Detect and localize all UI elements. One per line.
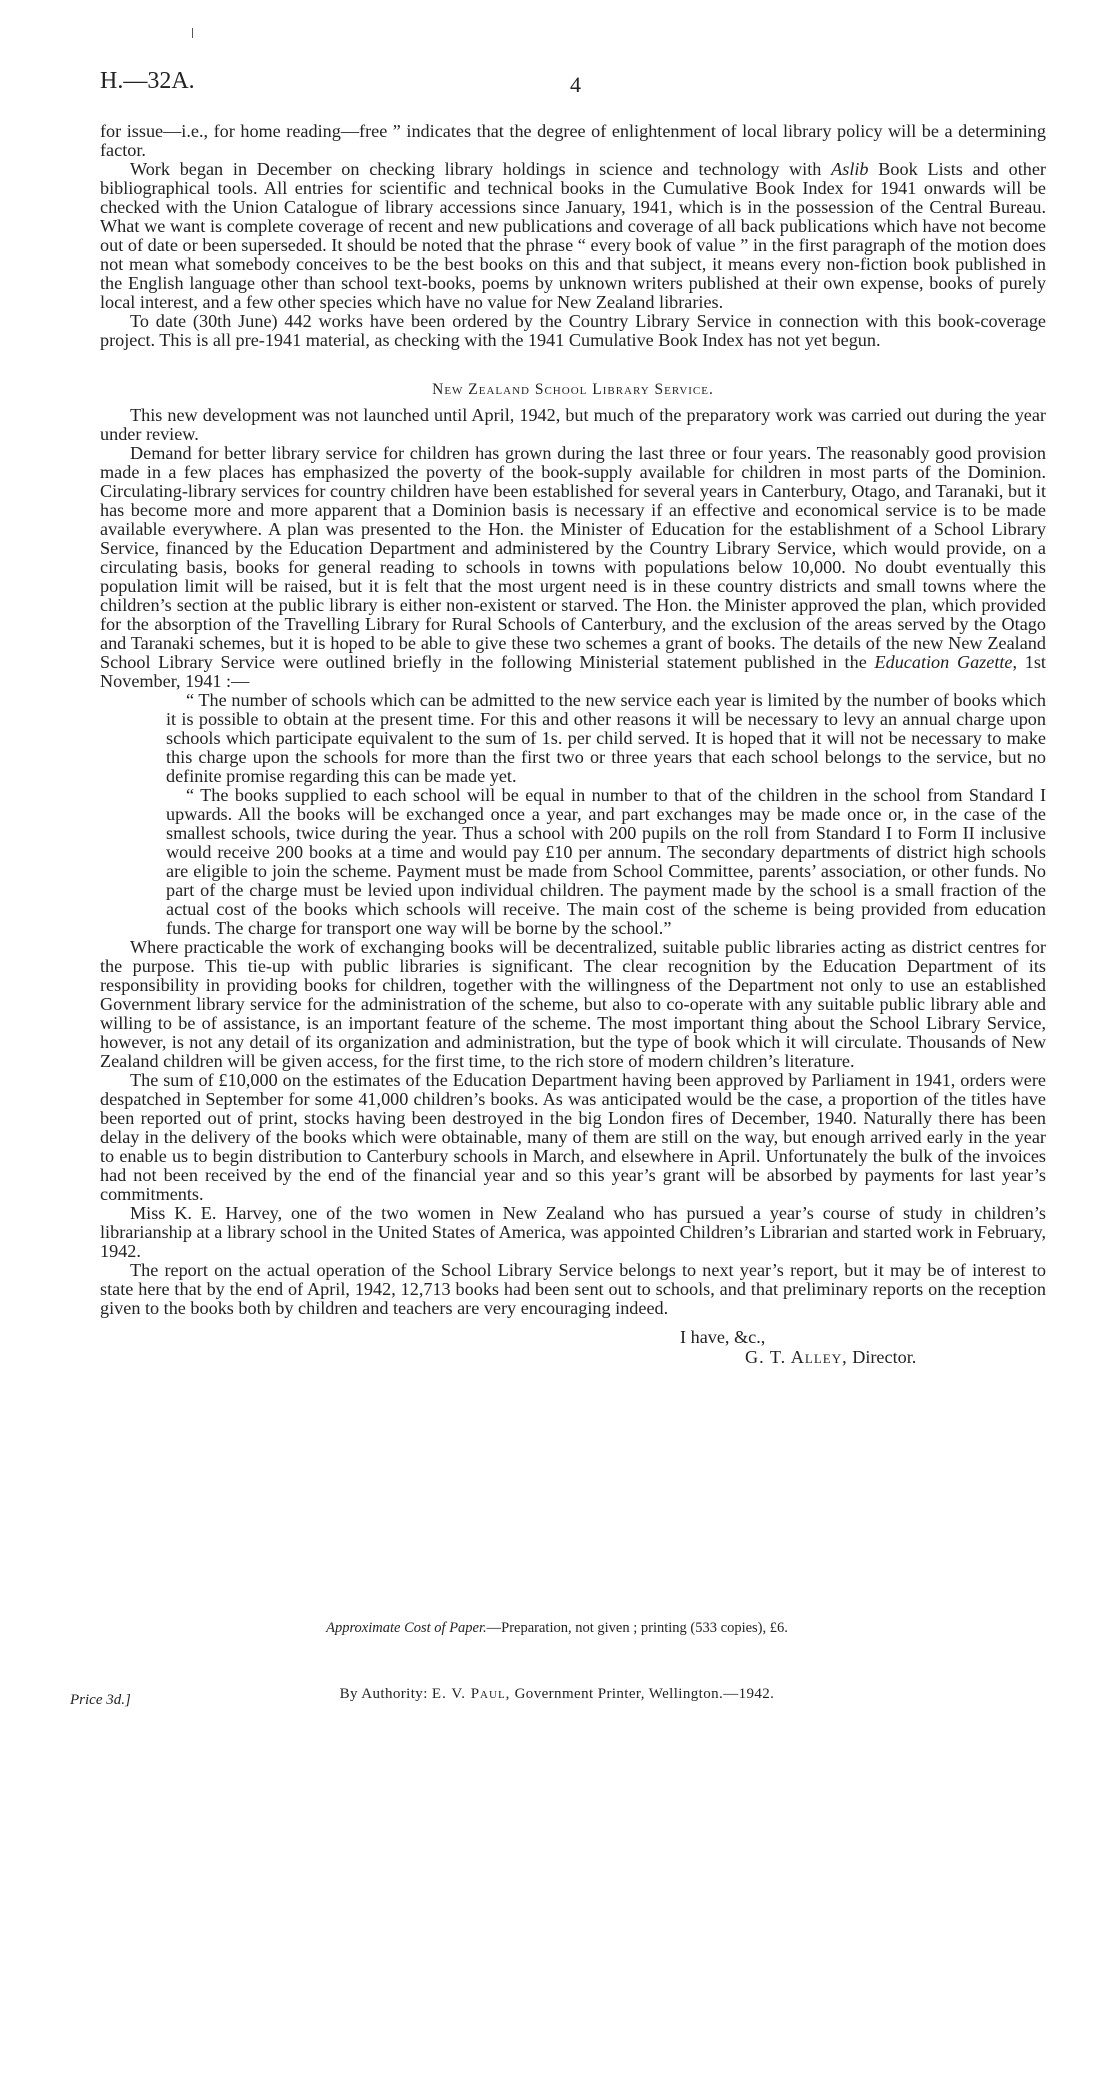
paper-cost-note bbox=[0, 1620, 1114, 1637]
printer-authority bbox=[0, 1686, 1114, 1703]
document-reference: H.—32A. bbox=[100, 68, 195, 94]
signoff-salutation: I have, &c., bbox=[680, 1327, 766, 1347]
price-note: Price 3d.] bbox=[70, 1692, 131, 1708]
page-number: 4 bbox=[570, 72, 581, 97]
signature-block bbox=[100, 1328, 1046, 1378]
paragraph-text: Demand for better library service for children has grown during the last three or four years. The reasonably good provision made in a few places has emphasized the poverty of the book-supply available for children in most parts of the Dominion. Circulating-library services for country children have been established for several years in Canterbury, Otago, and Taranaki, but it has become more and more apparent that a Dominion basis is necessary if an effective and economical service is to be made available everywhere. A plan was presented to the Hon. the Minister of Education for the establishment of a School Library Service, financed by the Education Department and administered by the Country Library Service, which would provide, on a circulating basis, books for general reading to schools in towns with populations below 10,000. No doubt eventually this population limit will be raised, but it is felt that the most urgent need is in these country districts and small towns where the children’s section at the public library is either non-existent or starved. The Hon. the Minister approved the plan, which provided for the absorption of the Travelling Library for Rural Schools of Canterbury, and the exclusion of the areas served by the Otago and Taranaki schemes, but it is hoped to be able to give these two schemes a grant of books. The details of the new New Zealand School Library Service were outlined briefly in the following Ministerial statement published in the bbox=[100, 443, 1046, 672]
paragraph-intro-continuation: for issue—i.e., for home reading—free ” indicates that the degree of enlightenment of local library policy will be a determining factor. bbox=[100, 121, 1046, 160]
cost-label: Approximate Cost of Paper. bbox=[326, 1620, 487, 1636]
paragraph-works-ordered: To date (30th June) 442 works have been ordered by the Country Library Service in connection with this book-coverage project. This is all pre-1941 material, as checking with the 1941 Cumulative Book Index has not yet begun. bbox=[100, 311, 1046, 350]
paragraph-text: Work began in December on checking library holdings in science and technology with bbox=[130, 159, 832, 179]
paragraph-estimates: The sum of £10,000 on the estimates of the Education Department having been approved by Parliament in 1941, orders were despatched in September for some 41,000 children’s books. As was anticipated would be the case, a proportion of the titles have been reported out of print, stocks having been destroyed in the big London fires of December, 1940. Naturally there has been delay in the delivery of the books which were obtainable, many of them are still on the way, but enough arrived early in the year to enable us to begin distribution to Canterbury schools in March, and elsewhere in April. Unfortunately the bulk of the invoices had not been received by the end of the financial year and so this year’s grant will be absorbed by payments for last year’s commitments. bbox=[100, 1070, 1046, 1204]
signatory-title: Director. bbox=[852, 1347, 917, 1367]
paragraph-development: This new development was not launched until April, 1942, but much of the preparatory work was carried out during the year under review. bbox=[100, 405, 1046, 444]
quote-paragraph-2: “ The books supplied to each school will be equal in number to that of the children in the school from Standard I upwards. All the books will be exchanged once a year, and part exchanges may be made once or, in the case of the smallest schools, twice during the year. Thus a school with 200 pupils on the roll from Standard I to Form II inclusive would receive 200 books at a time and would pay £10 per annum. The secondary departments of district high schools are eligible to join the scheme. Payment must be made from School Committee, parents’ association, or other funds. No part of the charge must be levied upon individual children. The payment made by the school is a small fraction of the actual cost of the books which schools will receive. The main cost of the scheme is being provided from education funds. The charge for transport one way will be borne by the school.” bbox=[166, 785, 1046, 938]
paragraph-harvey: Miss K. E. Harvey, one of the two women in New Zealand who has pursued a year’s course of study in children’s librarianship at a library school in the United States of America, was appointed Children’s Librarian and started work in February, 1942. bbox=[100, 1203, 1046, 1261]
cost-text: —Preparation, not given ; printing (533 copies), £6. bbox=[486, 1620, 788, 1636]
document-body bbox=[100, 122, 1046, 1378]
authority-suffix: Government Printer, Wellington.—1942. bbox=[510, 1686, 775, 1702]
printer-name: E. V. Paul, bbox=[431, 1686, 511, 1702]
margin-mark bbox=[192, 28, 193, 38]
paragraph-text: Book Lists and other bibliographical tools. All entries for scientific and technical books in the Cumulative Book Index for 1941 onwards will be checked with the Union Catalogue of library accessions since January, 1941, which is in the possession of the Central Bureau. What we want is complete coverage of recent and new publications and coverage of all back publications which have not become out of date or been superseded. It should be noted that the phrase “ every book of value ” in the first paragraph of the motion does not mean what somebody conceives to be the best books on this and that subject, it means every non-fiction book published in the English language other than school text-books, poems by unknown writers published at their own expense, books of purely local interest, and a few other species which have no value for New Zealand libraries. bbox=[100, 159, 1046, 312]
paragraph-report: The report on the actual operation of the School Library Service belongs to next year’s report, but it may be of interest to state here that by the end of April, 1942, 12,713 books had been sent out to schools, and that preliminary reports on the reception given to the books both by children and teachers are very encouraging indeed. bbox=[100, 1260, 1046, 1318]
paragraph-text: , 1st November, 1941 :— bbox=[100, 652, 1046, 691]
italic-education-gazette: Education Gazette bbox=[874, 652, 1013, 672]
italic-aslib: Aslib bbox=[831, 159, 869, 179]
ministerial-statement-quote bbox=[166, 691, 1046, 938]
quote-paragraph-1: “ The number of schools which can be admitted to the new service each year is limited by the number of books which it is possible to obtain at the present time. For this and other reasons it will be necessary to levy an annual charge upon schools which participate equivalent to the sum of 1s. per child served. It is hoped that it will not be necessary to make this charge upon the schools for more than the first two or three years that each school belongs to the service, but no definite promise regarding this can be made yet. bbox=[166, 690, 1046, 786]
paragraph-demand bbox=[100, 444, 1046, 691]
signoff-signature bbox=[745, 1348, 916, 1367]
authority-prefix: By Authority: bbox=[339, 1686, 432, 1702]
section-heading: New Zealand School Library Service. bbox=[432, 381, 714, 398]
signatory-name: G. T. Alley, bbox=[745, 1347, 848, 1367]
page-header bbox=[100, 68, 1044, 108]
paragraph-decentralized: Where practicable the work of exchanging books will be decentralized, suitable public libraries acting as district centres for the purpose. This tie-up with public libraries is significant. The clear recognition by the Education Department of its responsibility in providing books for children, together with the willingness of the Department not only to use an established Government library service for the administration of the scheme, but also to co-operate with any suitable public library able and willing to be of assistance, is an important feature of the scheme. The most important thing about the School Library Service, however, is not any detail of its organization and administration, but the type of book which it will circulate. Thousands of New Zealand children will be given access, for the first time, to the rich store of modern children’s literature. bbox=[100, 937, 1046, 1071]
paragraph-book-coverage bbox=[100, 160, 1046, 312]
